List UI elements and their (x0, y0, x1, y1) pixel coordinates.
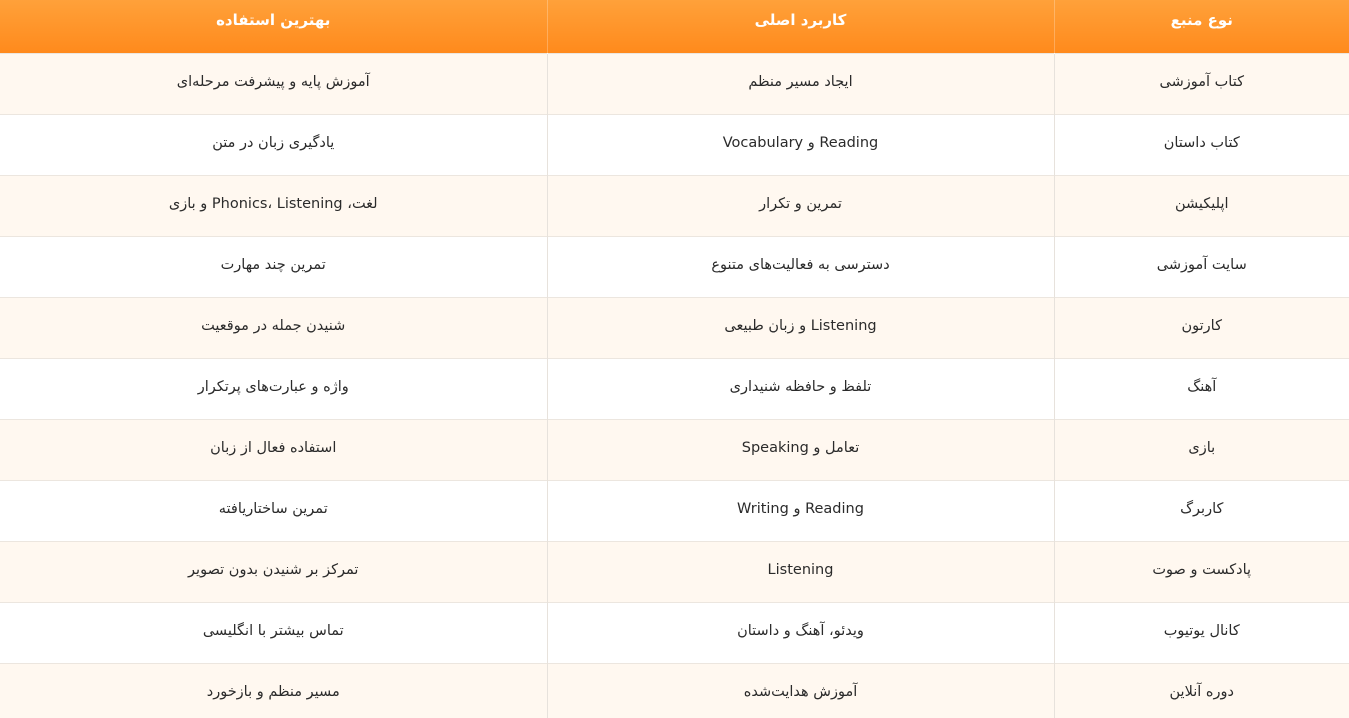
cell-resource-type: کتاب آموزشی (1054, 53, 1349, 114)
table-row (0, 236, 1349, 297)
cell-resource-type: کاربرگ (1054, 480, 1349, 541)
cell-main-use: تمرین و تکرار (547, 175, 1054, 236)
cell-resource-type: پادکست و صوت (1054, 541, 1349, 602)
cell-main-use: تلفظ و حافظه شنیداری (547, 358, 1054, 419)
table-row (0, 175, 1349, 236)
cell-main-use: دسترسی به فعالیت‌های متنوع (547, 236, 1054, 297)
table-row (0, 114, 1349, 175)
table-header (0, 0, 1349, 53)
cell-main-use: Listening (547, 541, 1054, 602)
cell-best-use: تمرکز بر شنیدن بدون تصویر (0, 541, 547, 602)
cell-resource-type: کارتون (1054, 297, 1349, 358)
cell-main-use: ویدئو، آهنگ و داستان (547, 602, 1054, 663)
table-row (0, 663, 1349, 718)
cell-best-use: لغت، Phonics، Listening و بازی (0, 175, 547, 236)
header-resource-type: نوع منبع (1054, 0, 1349, 53)
table-row (0, 358, 1349, 419)
cell-resource-type: دوره آنلاین (1054, 663, 1349, 718)
table-row (0, 53, 1349, 114)
cell-main-use: تعامل و Speaking (547, 419, 1054, 480)
header-main-use: کاربرد اصلی (547, 0, 1054, 53)
cell-resource-type: سایت آموزشی (1054, 236, 1349, 297)
table-row (0, 602, 1349, 663)
cell-best-use: مسیر منظم و بازخورد (0, 663, 547, 718)
cell-resource-type: آهنگ (1054, 358, 1349, 419)
cell-best-use: تمرین ساختاریافته (0, 480, 547, 541)
cell-best-use: تماس بیشتر با انگلیسی (0, 602, 547, 663)
cell-resource-type: بازی (1054, 419, 1349, 480)
cell-resource-type: کتاب داستان (1054, 114, 1349, 175)
table-row (0, 419, 1349, 480)
cell-main-use: Reading و Vocabulary (547, 114, 1054, 175)
cell-resource-type: کانال یوتیوب (1054, 602, 1349, 663)
cell-best-use: شنیدن جمله در موقعیت (0, 297, 547, 358)
table-row (0, 480, 1349, 541)
cell-main-use: Reading و Writing (547, 480, 1054, 541)
cell-best-use: استفاده فعال از زبان (0, 419, 547, 480)
cell-best-use: آموزش پایه و پیشرفت مرحله‌ای (0, 53, 547, 114)
cell-resource-type: اپلیکیشن (1054, 175, 1349, 236)
cell-best-use: تمرین چند مهارت (0, 236, 547, 297)
cell-main-use: آموزش هدایت‌شده (547, 663, 1054, 718)
cell-best-use: یادگیری زبان در متن (0, 114, 547, 175)
table-row (0, 541, 1349, 602)
table-row (0, 297, 1349, 358)
header-best-use: بهترین استفاده (0, 0, 547, 53)
header-row (0, 0, 1349, 53)
cell-best-use: واژه و عبارت‌های پرتکرار (0, 358, 547, 419)
table-body (0, 53, 1349, 718)
cell-main-use: Listening و زبان طبیعی (547, 297, 1054, 358)
cell-main-use: ایجاد مسیر منظم (547, 53, 1054, 114)
